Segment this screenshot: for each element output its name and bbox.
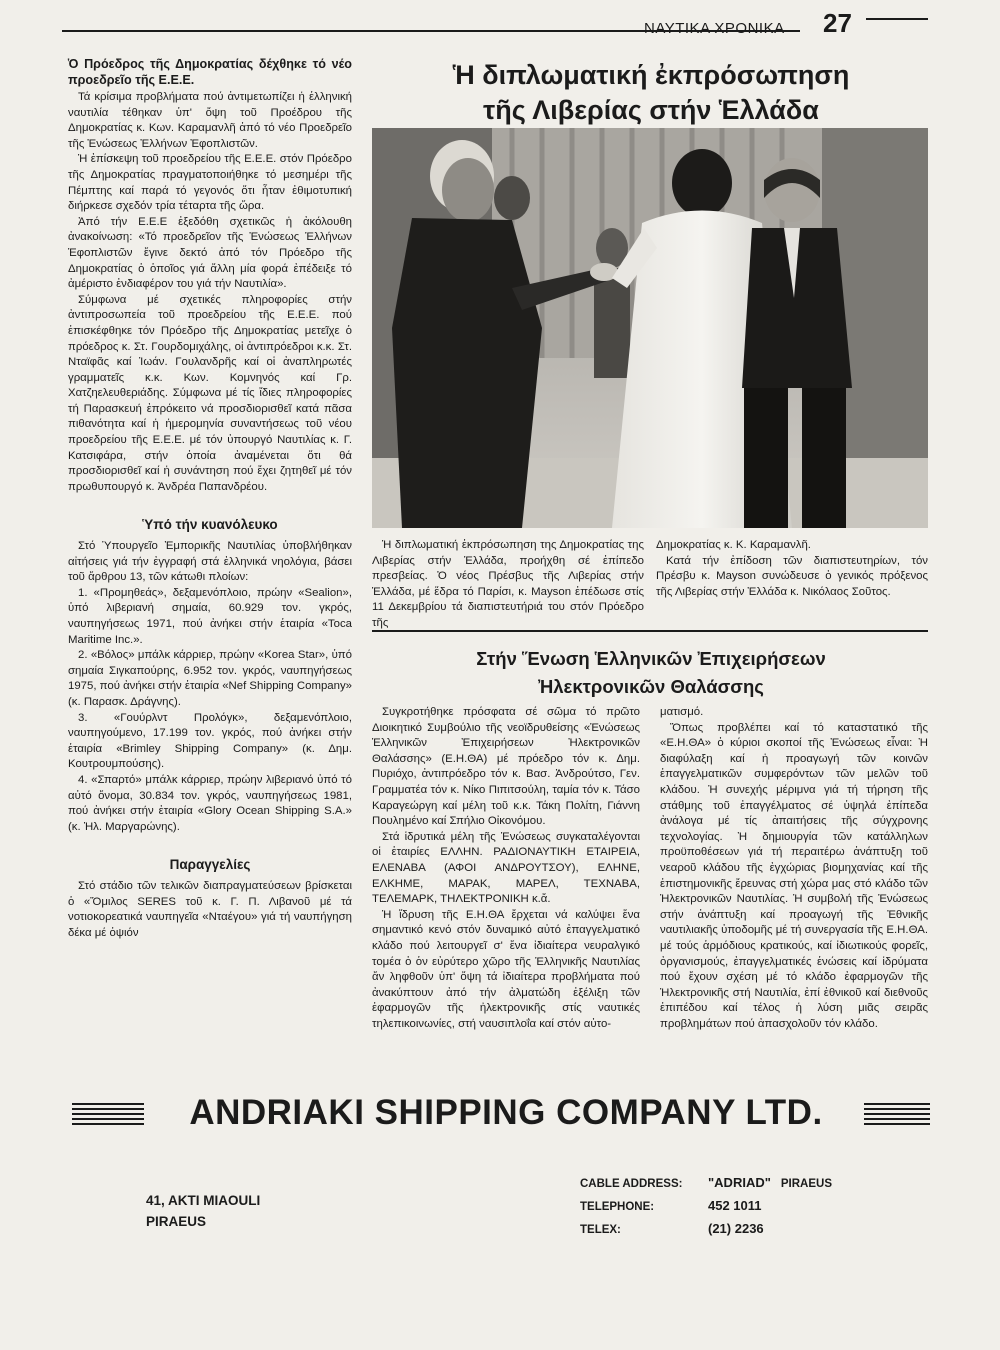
list-item: 4. «Σπαρτό» μπάλκ κάρριερ, πρώην λιβεριανό ὑπό τό αὐτό ὄνομα, 30.834 τον. γκρός, ναυπηγήσεως 1981, πού ἀνήκει στήν ἑταιρία «Glory Ocean Shipping S.A.» (κ. Ἠλ. Μαργαρώνης). <box>68 773 352 833</box>
telex-row <box>580 1218 832 1241</box>
address-line: PIRAEUS <box>146 1214 207 1229</box>
article-paragraph: Ἡ ἐπίσκεψη τοῦ προεδρείου τῆς Ε.Ε.Ε. στόν Πρόεδρο τῆς Δημοκρατίας πραγματοποιήθηκε τό μεσημέρι τῆς Πέμπτης καί παρά τό γεγονός ὅτι ἦταν ἐθιμοτυπική διήρκεσε σχεδόν τρία τέταρτα τῆς ὥρα. <box>68 153 352 213</box>
list-item: 1. «Προμηθεάς», δεξαμενόπλοιο, πρώην «Sealion», ὑπό λιβεριανή σημαία, 60.929 τον. γκρός, ναυπηγήσεως 1971, πού ἀνήκει στήν ἑταιρία «Toca Maritime Inc.». <box>68 586 352 646</box>
article-paragraph: Συγκροτήθηκε πρόσφατα σέ σῶμα τό πρῶτο Διοικητικό Συμβούλιο τῆς νεοϊδρυθείσης «Ἑνώσεως Ἑλληνικῶν Ἐπιχειρήσεων Ἠλεκτρονικῶν Θαλάσσης» (Ε.Η.ΘΑ) μέ πρόεδρο τόν κ. Δημ. Πυριόχο, ἀντιπρόεδρο τόν κ. Βασ. Ἀνδρούτσο, Γεν. Γραμματέα τόν κ. Νίκο Πιπιτσούλη, ταμία τόν κ. Τάσο Καραγεώργη καί μέλη τοῦ κ.κ. Τάκη Πολίτη, Γιάννη Πουλημένο καί Σπήλιο Οἰκονόμου. <box>372 706 640 828</box>
cable-label: CABLE ADDRESS: <box>580 1178 683 1190</box>
telex-label: TELEX: <box>580 1224 621 1236</box>
photo-caption <box>372 538 644 632</box>
telephone-value: 452 1011 <box>708 1198 762 1213</box>
article-paragraph: Στό Ὑπουργεῖο Ἐμπορικῆς Ναυτιλίας ὑποβλήθηκαν αἰτήσεις γιά τήν ἐγγραφή στά ἑλληνικά νηολόγια, βάσει τοῦ ἄρθρου 13, τῶν κάτωθι πλοίων: <box>68 540 352 584</box>
header-rule-right <box>866 18 928 20</box>
advertiser-contacts <box>580 1172 832 1241</box>
article-title: Ὁ Πρόεδρος τῆς Δημοκρατίας δέχθηκε τό νέο προεδρεῖο τῆς Ε.Ε.Ε. <box>68 57 352 87</box>
article-paragraph: ματισμό. <box>660 706 704 718</box>
advertisement-banner <box>72 1093 930 1133</box>
advertiser-address <box>146 1190 260 1232</box>
section-title: Ὑπό τήν κυανόλευκο <box>142 517 278 533</box>
telex-value: (21) 2236 <box>708 1221 764 1236</box>
feature-headline-line: Ἡ διπλωματική ἐκπρόσωπηση <box>452 60 850 90</box>
feature-headline-line: τῆς Λιβερίας στήν Ἑλλάδα <box>483 95 819 125</box>
article-headline-line: Στήν Ἕνωση Ἑλληνικῶν Ἐπιχειρήσεων <box>476 648 826 669</box>
list-item: 2. «Βόλος» μπάλκ κάρριερ, πρώην «Korea Star», ὑπό σημαία Σιγκαπούρης, 6.952 τον. γκρός, ναυπηγήσεως 1975, πού ἀνήκει στήν ἑταιρία «Nef Shipping Company» (κ. Παρασκ. Δράγνης). <box>68 649 353 708</box>
decorative-stripes <box>864 1103 930 1125</box>
article-column-2 <box>660 705 928 1032</box>
decorative-stripes <box>72 1103 144 1125</box>
cable-city: PIRAEUS <box>780 1178 833 1190</box>
feature-headline <box>372 58 930 128</box>
article-paragraph: Ἡ ἵδρυση τῆς Ε.Η.ΘΑ ἔρχεται νά καλύψει ἕνα σημαντικό κενό στόν δυναμικό αὐτό ἐπαγγελματικό κλάδο πού λειτουργεῖ σ' ἕνα ἰδιαίτερα νευραλγικό τομέα ὁ ὁν εὐρύτερο χῶρο τῆς Ἑλληνικῆς Ναυτιλίας ἄν ληφθοῦν ὑπ' ὄψη τά ἰδιαίτερα προβλήματα πού ἀνακύπτουν ἀπό τήν ἀλματώδη ἐξέλιξη τῶν ἐφαρμογῶν τῆς ἠλεκτρονικῆς στίς ναυτικές τηλεπικοινωνίες, στή ναυσιπλοΐα καί στόν αὐτο- <box>372 908 640 1030</box>
caption-text: Δημοκρατίας κ. Κ. Καραμανλῆ. <box>656 539 811 551</box>
article-headline <box>372 645 930 701</box>
article-paragraph: Ἀπό τήν Ε.Ε.Ε ἐξεδόθη σχετικῶς ἡ ἀκόλουθη ἀνακοίνωση: «Τό προεδρεῖον τῆς Ἑνώσεως Ἑλλήνων Ἐφοπλιστῶν ἔγινε δεκτό ἀπό τόν Πρόεδρο τῆς Δημοκρατίας ὁ ὁποῖος γιά ἄλλη μία φορά ἐπέδειξε τό ἀμέριστο ἐνδιαφέρον του γιά τήν Ναυτιλία». <box>68 215 352 291</box>
list-item: 3. «Γουύρλντ Προλόγκ», δεξαμενόπλοιο, ναυπηγούμενο, 17.199 τον. γκρός, πού ἀνήκει στήν ἑταιρία «Brimley Shipping Company» (κ. Δημ. Κουτρουμπούσης). <box>68 711 352 771</box>
article-headline-line: Ἠλεκτρονικῶν Θαλάσσης <box>538 676 764 697</box>
section-title: Παραγγελίες <box>169 857 251 873</box>
caption-text: Κατά τήν ἐπίδοση τῶν διαπιστευτηρίων, τόν Πρέσβυ κ. Mayson συνώδευσε ὁ γενικός πρόξενος τῆς Λιβερίας στήν Ἑλλάδα κ. Νικόλαος Σοῦτος. <box>656 554 928 598</box>
advertiser-name: ANDRIAKI SHIPPING COMPANY LTD. <box>189 1093 823 1132</box>
article-paragraph: Στό στάδιο τῶν τελικῶν διαπραγματεύσεων βρίσκεται ὁ «Ὅμιλος SERES τοῦ κ. Γ. Π. Λιβανοῦ μέ τά νοτιοκορεατικά ναυπηγεῖα «Νταέγου» γιά τή ναυπήγηση δέκα μέ ὀψιόν <box>68 879 352 939</box>
telephone-row <box>580 1195 832 1218</box>
running-head: ΝΑΥΤΙΚΑ ΧΡΟΝΙΚΑ <box>644 20 785 37</box>
photo-caption-continued <box>656 538 928 600</box>
left-column <box>68 56 352 941</box>
article-paragraph: Στά ἱδρυτικά μέλη τῆς Ἑνώσεως συγκαταλέγονται οἱ ἑταιρίες ΕΛΛΗΝ. ΡΑΔΙΟΝΑΥΤΙΚΗ ΕΤΑΙΡΕΙΑ, ΕΛΕΝΑΒΑ (ΑΦΟΙ ΑΝΔΡΟΥΤΣΟΥ), ΕΛΗΝΕ, ΕΛΚΗΜΕ, ΜΑΡΑΚ, ΜΑΡΕΛ, ΤΕΧΝΑΒΑ, ΤΕΛΕΜΑΡΚ, ΤΗΛΕΚΤΡΟΝΙΚΗ κ.ἄ. <box>372 830 640 906</box>
section-divider <box>372 630 928 632</box>
article-paragraph: Ὅπως προβλέπει καί τό καταστατικό τῆς «Ε.Η.ΘΑ» ὁ κύριοι σκοποί τῆς Ἑνώσεως εἶναι: Ἡ διαφύλαξη καί ἡ προαγωγή τῶν κοινῶν ἐπαγγελματικῶν συμφερόντων τῶν μελῶν τοῦ κλάδου. Ἡ συνεχής μέριμνα γιά τή τήρηση τῆς στάθμης τοῦ ἐπαγγέλματος σέ ὑψηλά ἐπίπεδα ἀνάλογα μέ τίς ἀπαιτήσεις τῆς σύγχρονης τεχνολογίας. Ἡ δημιουργία τῶν κατάλληλων προϋποθέσεων γιά τή περαιτέρω ἀνάπτυξη τοῦ νεαροῦ κλάδου τῆς ἐγχώριας βιομηχανίας καί τῆς ἐπιστημονικῆς ἔρευνας στή χώρα μας στό κλάδο τῶν Ἠλεκτρονικῶν Ναυτιλίας. Ἡ συμβολή τῆς Ἑνώσεως στήν ἀνάπτυξη καί προαγωγή τῆς Ἐθνικῆς ναυτιλιακῆς ὑποδομῆς μέ τή συνεργασία τῆς Ε.Η.ΘΑ. μέ τούς ἁρμόδιους κρατικούς, καί ἰδιωτικούς φορεῖς, ὀργανισμούς, ἐπαγγελματικές ἑνώσεις καί ἱδρύματα πού ἔχουν σχέση μέ τό κλάδο ἐφαρμογῶν τῆς Ἠλεκτρονικῆς στή Ναυτιλία, ἐπί ἐθνικοῦ καί διεθνοῦς ἐπιπέδου καί τέλος ἡ λύση μιᾶς σειρᾶς προβλημάτων πού ἀπασχολοῦν τόν κλάδο. <box>660 721 928 1030</box>
news-photo <box>372 128 928 528</box>
telephone-label: TELEPHONE: <box>580 1201 655 1213</box>
page-number: 27 <box>823 8 852 38</box>
article-paragraph: Σύμφωνα μέ σχετικές πληροφορίες στήν ἀντιπροσωπεία τοῦ προεδρείου τῆς Ε.Ε.Ε. πού ἐπισκέφθηκε τόν Πρόεδρο τῆς Δημοκρατίας μετεῖχε ὁ πρόεδρος κ. Στ. Γουρδομιχάλης, οἱ ἀντιπρόεδροι κ.κ. Στ. Νταϊφᾶς καί Ἰωάν. Γουλανδρῆς καί οἱ ἀναπληρωτές γραμματεῖς κ.κ. Κων. Κομνηνός καί Γρ. Χατζηελευθεριάδης. Σύμφωνα μέ τίς ἴδιες πληροφορίες τή Παρασκευή ἐπρόκειτο νά προσδιορισθεῖ κατά πᾶσα πιθανότητα καί ἡ ἡμερομηνία συναντήσεως τοῦ νέου προεδρείου τῆς Ε.Ε.Ε. μέ τόν ὑπουργό Ναυτιλίας κ. Γ. Κατσιφάρα, στήν ὁποία ἀναμένεται ὅτι θά προσδιορισθεῖ καί ἡ συνάντηση πού ἔχει ζητηθεῖ μέ τόν πρωθυπουργό κ. Ἀνδρέα Παπανδρέου. <box>68 293 352 493</box>
article-column-1 <box>372 705 640 1032</box>
address-line: 41, AKTI MIAOULI <box>146 1193 261 1208</box>
article-paragraph: Τά κρίσιμα προβλήματα πού ἀντιμετωπίζει ἡ ἑλληνική ναυτιλία τέθηκαν ὑπ' ὄψη τοῦ Προέδρου τῆς Δημοκρατίας κ. Κων. Καραμανλῆ ἀπό τό νέο Προεδρεῖο τῆς Ἑνώσεως Ἑλλήνων Ἐφοπλιστῶν. <box>68 91 352 150</box>
caption-text: Ἡ διπλωματική ἐκπρόσωπηση της Δημοκρατίας της Λιβερίας στήν Ἑλλάδα, προήχθη σέ ἐπίπεδο πρεσβείας. Ὁ νέος Πρέσβυς τῆς Λιβερίας στήν Ἑλλάδα, μέ ἕδρα τό Παρίσι, κ. Mayson ἐπέδωσε στίς 11 Δεκεμβρίου τά διαπιστευτήριά του στόν Πρόεδρο τῆς <box>372 539 644 629</box>
photo-illustration <box>372 128 928 528</box>
cable-address-row <box>580 1172 832 1195</box>
cable-value: "ADRIAD" <box>708 1175 771 1190</box>
